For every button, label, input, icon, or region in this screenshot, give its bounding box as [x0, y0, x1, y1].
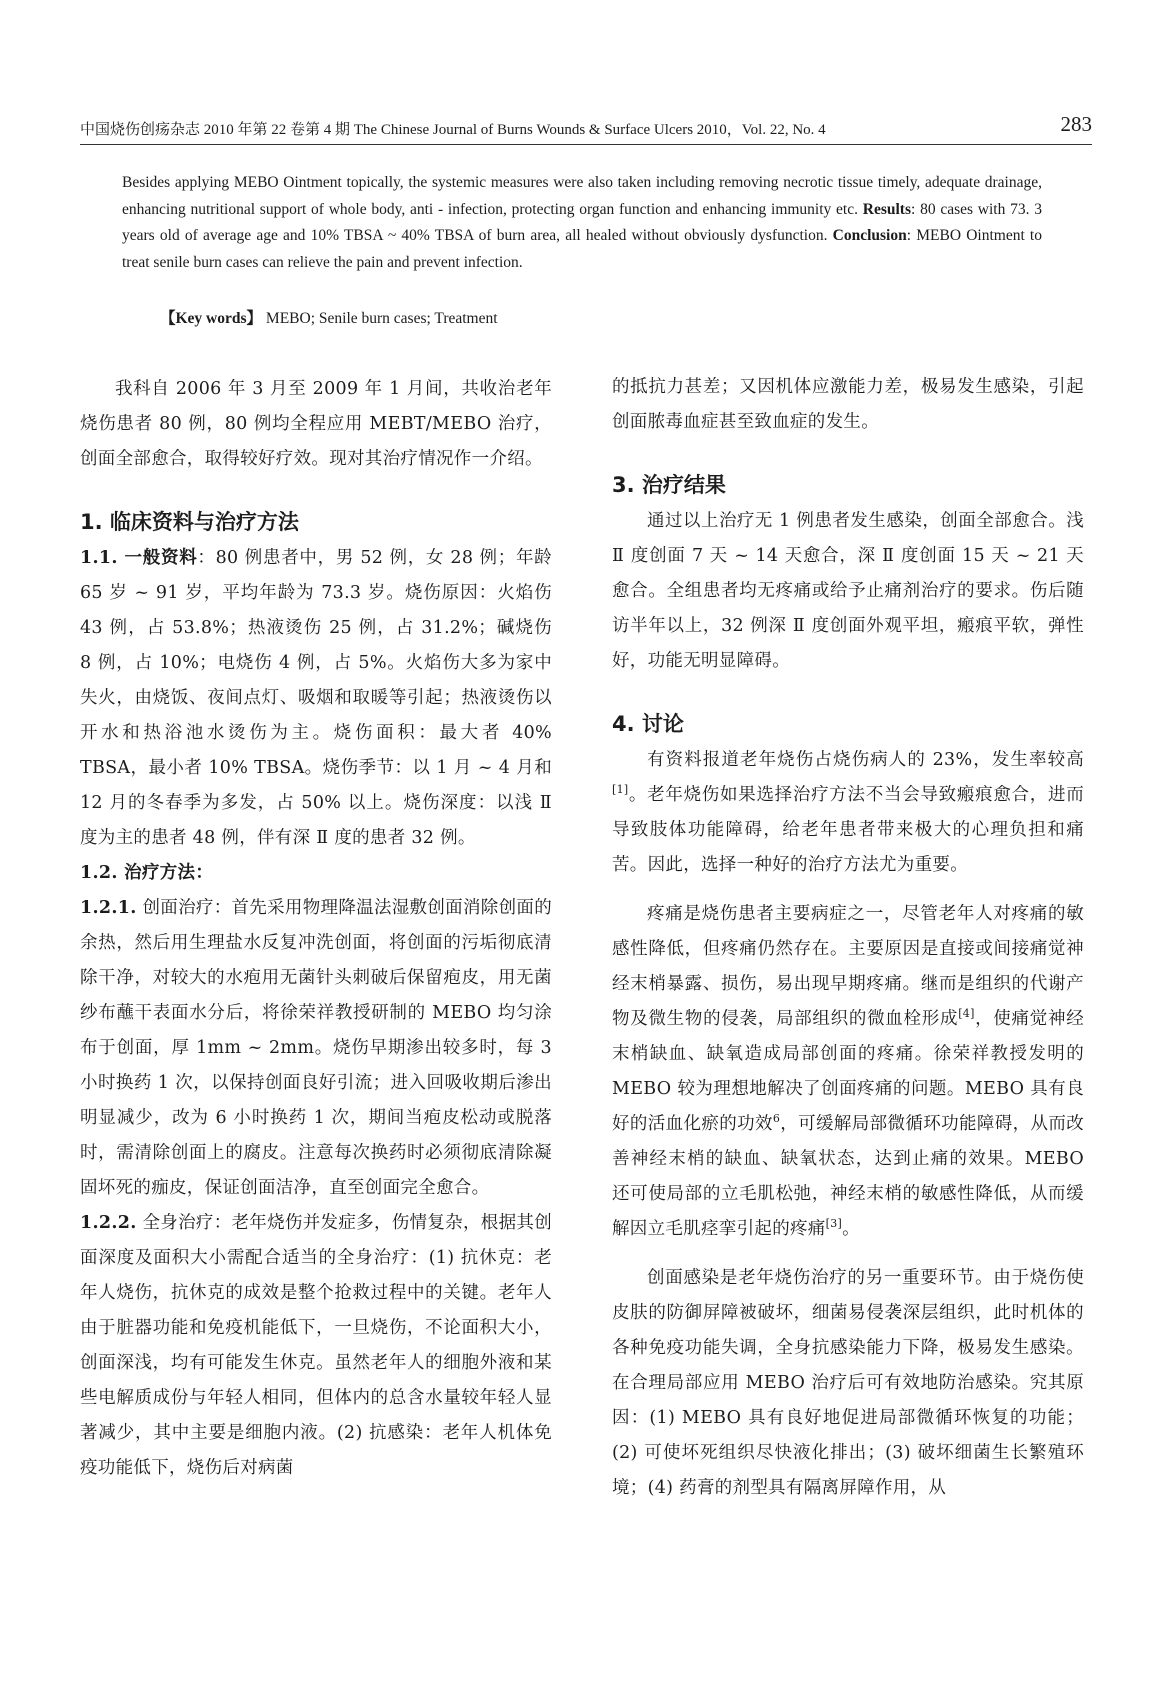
discussion-paragraph-3: 创面感染是老年烧伤治疗的另一重要环节。由于烧伤使皮肤的防御屏障被破坏，细菌易侵袭深层组织，此时机体的各种免疫功能失调，全身抗感染能力下降，极易发生感染。在合理局部应用 MEBO 治疗后可有效地防治感染。究其原因：(1) MEBO 具有良好地促进局部微循环恢复的功能；(2) 可使坏死组织尽快液化排出；(3) 破坏细菌生长繁殖环境；(4) 药膏的剂型具有隔离屏障作用，从 [612, 1268, 1084, 1498]
section-1-1-text: ：80 例患者中，男 52 例，女 28 例；年龄 65 岁 ~ 91 岁，平均年龄为 73.3 岁。烧伤原因：火焰伤 43 例，占 53.8%；热液烫伤 25 例，占 31.2%；碱烧伤 8 例，占 10%；电烧伤 4 例，占 5%。火焰伤大多为家中失火，由烧饭、夜间点灯、吸烟和取暖等引起；热液烫伤以开水和热浴池水烫伤为主。烧伤面积：最大者 40% TBSA，最小者 10% TBSA。烧伤季节：以 1 月 ~ 4 月和 12 月的冬春季为多发，占 50% 以上。烧伤深度：以浅 Ⅱ 度为主的患者 48 例，伴有深 Ⅱ 度的患者 32 例。 [80, 548, 552, 848]
section-3-title: 3. 治疗结果 [612, 473, 726, 497]
keywords-label: 【Key words】 [160, 310, 263, 327]
discussion-paragraph-1 [612, 743, 1084, 883]
header-rule [80, 144, 1092, 145]
citation-1: [1] [612, 783, 629, 797]
section-1-1-label: 1.1. 一般资料 [80, 548, 198, 568]
section-3-paragraph: 通过以上治疗无 1 例患者发生感染，创面全部愈合。浅 Ⅱ 度创面 7 天 ~ 14 天愈合，深 Ⅱ 度创面 15 天 ~ 21 天愈合。全组患者均无疼痛或给予止痛剂治疗的要求。伤后随访半年以上，32 例深 Ⅱ 度创面外观平坦，瘢痕平软，弹性好，功能无明显障碍。 [612, 511, 1084, 671]
section-4-title: 4. 讨论 [612, 712, 684, 736]
discussion-2-text-d: 。 [842, 1219, 860, 1239]
abstract-continuation [122, 170, 1042, 276]
section-1-2-2-label: 1.2.2. [80, 1213, 137, 1233]
discussion-2-text-c: ，可缓解局部微循环功能障碍，从而改善神经末梢的缺血、缺氧状态，达到止痛的效果。MEBO 还可使局部的立毛肌松弛，神经末梢的敏感性降低，从而缓解因立毛肌痉挛引起的疼痛 [612, 1114, 1084, 1239]
section-1-2-title: 1.2. 治疗方法： [80, 863, 214, 883]
section-1-2-1-label: 1.2.1. [80, 898, 137, 918]
left-column [80, 372, 552, 1486]
discussion-paragraph-2 [612, 897, 1084, 1247]
discussion-1-text-b: 。老年烧伤如果选择治疗方法不当会导致瘢痕愈合，进而导致肢体功能障碍，给老年患者带来极大的心理负担和痛苦。因此，选择一种好的治疗方法尤为重要。 [612, 785, 1084, 875]
discussion-1-text-a: 有资料报道老年烧伤占烧伤病人的 23%，发生率较高 [647, 750, 1084, 770]
section-1-2-2-text: 全身治疗：老年烧伤并发症多，伤情复杂，根据其创面深度及面积大小需配合适当的全身治疗：(1) 抗休克：老年人烧伤，抗休克的成效是整个抢救过程中的关键。老年人由于脏器功能和免疫机能低下，一旦烧伤，不论面积大小，创面深浅，均有可能发生休克。虽然老年人的细胞外液和某些电解质成份与年轻人相同，但体内的总含水量较年轻人显著减少，其中主要是细胞内液。(2) 抗感染：老年人机体免疫功能低下，烧伤后对病菌 [80, 1213, 552, 1478]
section-1-2-2 [80, 1206, 552, 1486]
section-1-2-1-text: 创面治疗：首先采用物理降温法湿敷创面消除创面的余热，然后用生理盐水反复冲洗创面，将创面的污垢彻底清除干净，对较大的水疱用无菌针头刺破后保留疱皮，用无菌纱布蘸干表面水分后，将徐荣祥教授研制的 MEBO 均匀涂布于创面，厚 1mm ~ 2mm。烧伤早期渗出较多时，每 3 小时换药 1 次，以保持创面良好引流；进入回吸收期后渗出明显减少，改为 6 小时换药 1 次，期间当疱皮松动或脱落时，需清除创面上的腐皮。注意每次换药时必须彻底清除凝固坏死的痂皮，保证创面洁净，直至创面完全愈合。 [80, 898, 552, 1198]
continued-paragraph: 的抵抗力甚差；又因机体应激能力差，极易发生感染，引起创面脓毒血症甚至致血症的发生。 [612, 377, 1084, 432]
intro-paragraph: 我科自 2006 年 3 月至 2009 年 1 月间，共收治老年烧伤患者 80 例，80 例均全程应用 MEBT/MEBO 治疗，创面全部愈合，取得较好疗效。现对其治疗情况作一介绍。 [80, 379, 552, 469]
keywords [160, 306, 498, 328]
conclusion-label: Conclusion [832, 227, 907, 244]
abstract-text-1: Besides applying MEBO Ointment topically, the systemic measures were also taken including removing necrotic tissue timely, adequate drainage, enhancing nutritional support of whole body, anti - infection, protecting organ function and enhancing immunity etc. [122, 174, 1042, 218]
citation-3: [3] [825, 1217, 843, 1231]
citation-4: [4] [958, 1007, 975, 1021]
results-label: Results [862, 200, 911, 218]
section-1-1 [80, 541, 552, 856]
abstract-text-2: : 80 cases with 73. 3 years old of average age and 10% TBSA ~ 40% TBSA of burn area, all healed without obviously dysfunction. [122, 200, 1042, 244]
section-1-title: 1. 临床资料与治疗方法 [80, 510, 299, 534]
page-number: 283 [1060, 112, 1092, 136]
abstract-text-3: : MEBO Ointment to treat senile burn cases can relieve the pain and prevent infection. [122, 227, 1042, 271]
running-header [80, 112, 1092, 142]
discussion-2-text-b: ，使痛觉神经末梢缺血、缺氧造成局部创面的疼痛。徐荣祥教授发明的 MEBO 较为理想地解决了创面疼痛的问题。MEBO 具有良好的活血化瘀的功效 [612, 1009, 1084, 1134]
keywords-text: MEBO; Senile burn cases; Treatment [262, 310, 498, 327]
header-text: 中国烧伤创疡杂志 2010 年第 22 卷第 4 期 The Chinese Journal of Burns Wounds & Surface Ulcers 2010，Vol. 22, No. 4 [80, 122, 826, 138]
right-column [612, 370, 1084, 1506]
citation-6: 6 [772, 1112, 781, 1126]
discussion-2-text-a: 疼痛是烧伤患者主要病症之一，尽管老年人对疼痛的敏感性降低，但疼痛仍然存在。主要原因是直接或间接痛觉神经末梢暴露、损伤，易出现早期疼痛。继而是组织的代谢产物及微生物的侵袭，局部组织的微血栓形成 [612, 904, 1084, 1029]
section-1-2-1 [80, 891, 552, 1206]
